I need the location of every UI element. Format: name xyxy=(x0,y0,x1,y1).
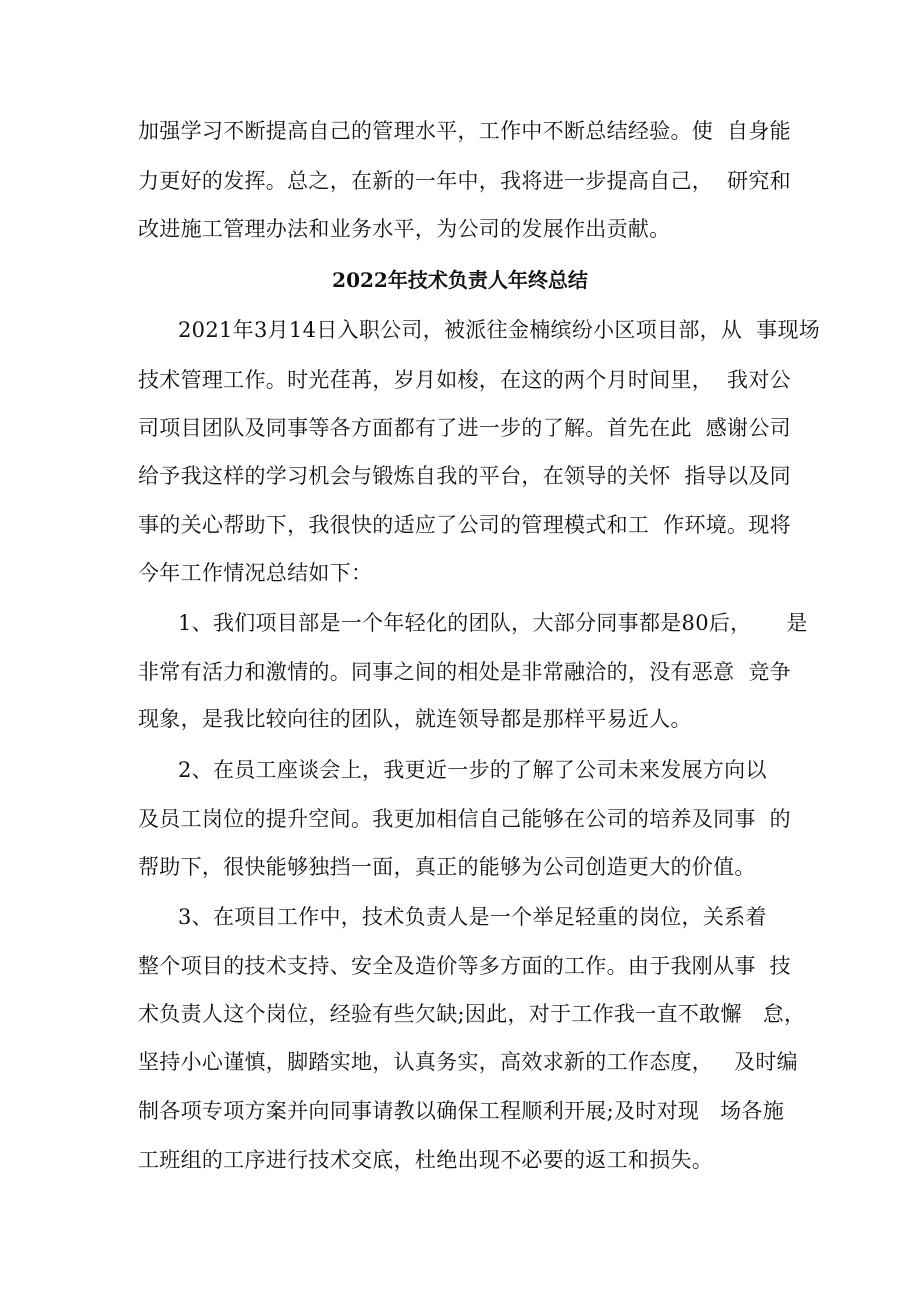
para2-line-2: 非常有活力和激情的。同事之间的相处是非常融洽的，没有恶意 竞争 xyxy=(138,660,791,684)
para1-line-3: 司项目团队及同事等各方面都有了进一步的了解。首先在此 感谢公司 xyxy=(138,416,791,440)
para3-line-2: 及员工岗位的提升空间。我更加相信自己能够在公司的培养及同事 的 xyxy=(138,807,791,831)
para1-line-1: 2021年3月14日入职公司，被派往金楠缤纷小区项目部，从 事现场 xyxy=(178,318,821,342)
para1-line-4: 给予我这样的学习机会与锻炼自我的平台，在领导的关怀 指导以及同 xyxy=(138,464,791,488)
para4-line-5: 制各项专项方案并向同事请教以确保工程顺利开展;及时对现 场各施 xyxy=(138,1099,784,1123)
intro-line-2: 力更好的发挥。总之，在新的一年中，我将进一步提高自己， 研究和 xyxy=(138,169,791,193)
para1-line-2: 技术管理工作。时光荏苒，岁月如梭，在这的两个月时间里， 我对公 xyxy=(138,368,791,392)
para3-line-3: 帮助下，很快能够独挡一面，真正的能够为公司创造更大的价值。 xyxy=(138,855,756,879)
para2-line-1: 1、我们项目部是一个年轻化的团队，大部分同事都是80后， 是 xyxy=(178,611,808,635)
para3-line-1: 2、在员工座谈会上，我更近一步的了解了公司未来发展方向以 xyxy=(178,758,767,782)
para4-line-1: 3、在项目工作中，技术负责人是一个举足轻重的岗位，关系着 xyxy=(178,905,767,929)
para4-line-6: 工班组的工序进行技术交底，杜绝出现不必要的返工和损失。 xyxy=(138,1148,714,1172)
para4-line-4: 坚持小心谨慎，脚踏实地，认真务实，高效求新的工作态度， 及时编 xyxy=(138,1050,798,1074)
para4-line-2: 整个项目的技术支持、安全及造价等多方面的工作。由于我刚从事 技 xyxy=(138,954,791,978)
document-title: 2022年技术负责人年终总结 xyxy=(332,268,588,292)
intro-line-1: 加强学习不断提高自己的管理水平，工作中不断总结经验。使 自身能 xyxy=(138,119,791,143)
para4-line-3: 术负责人这个岗位，经验有些欠缺;因此，对于工作我一直不敢懈 怠， xyxy=(138,1002,806,1026)
para2-line-3: 现象，是我比较向往的团队，就连领导都是那样平易近人。 xyxy=(138,707,692,731)
para1-line-6: 今年工作情况总结如下： xyxy=(138,561,373,585)
para1-line-5: 事的关心帮助下，我很快的适应了公司的管理模式和工 作环境。现将 xyxy=(138,513,791,537)
intro-line-3: 改进施工管理办法和业务水平，为公司的发展作出贡献。 xyxy=(138,217,671,241)
